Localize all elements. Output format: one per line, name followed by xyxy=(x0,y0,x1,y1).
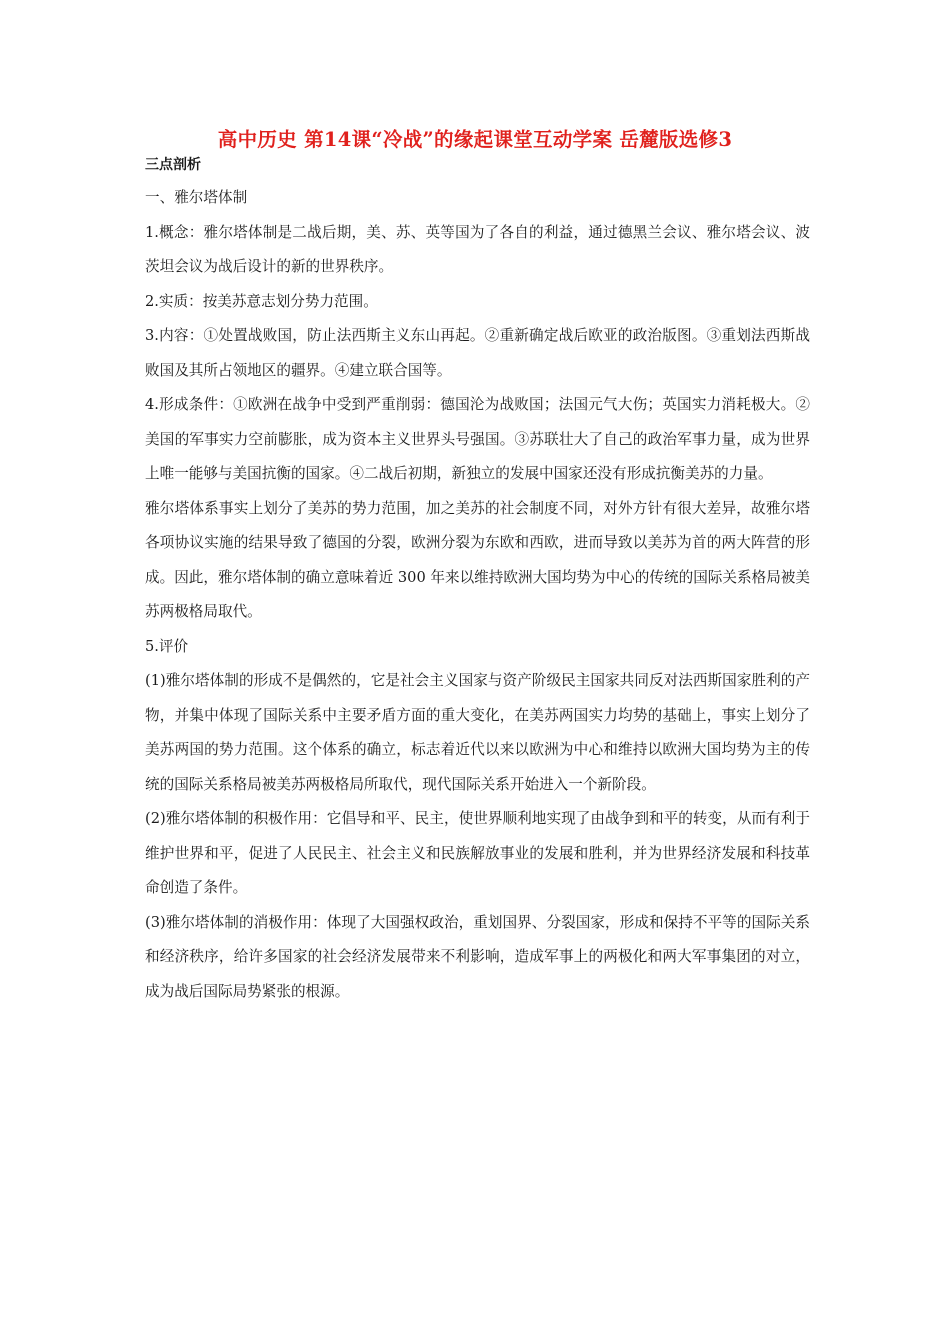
paragraph-conditions: 4.形成条件：①欧洲在战争中受到严重削弱：德国沦为战败国；法国元气大伤；英国实力消耗极大。②美国的军事实力空前膨胀，成为资本主义世界头号强国。③苏联壮大了自己的政治军事力量，成为世界上唯一能够与美国抗衡的国家。④二战后初期，新独立的发展中国家还没有形成抗衡美苏的力量。 xyxy=(145,396,810,482)
heading-yalta-system: 一、雅尔塔体制 xyxy=(145,189,248,206)
paragraph-concept: 1.概念：雅尔塔体制是二战后期，美、苏、英等国为了各自的利益，通过德黑兰会议、雅尔塔会议、波茨坦会议为战后设计的新的世界秩序。 xyxy=(145,223,810,275)
heading-evaluation: 5.评价 xyxy=(145,637,189,655)
section-heading: 三点剖析 xyxy=(145,157,201,173)
paragraph-essence: 2.实质：按美苏意志划分势力范围。 xyxy=(145,292,378,310)
document-body xyxy=(145,181,810,1009)
paragraph-evaluation-2: (2)雅尔塔体制的积极作用：它倡导和平、民主，使世界顺利地实现了由战争到和平的转变，从而有利于维护世界和平，促进了人民民主、社会主义和民族解放事业的发展和胜利，并为世界经济发展和科技革命创造了条件。 xyxy=(145,810,810,896)
paragraph-yalta-summary: 雅尔塔体系事实上划分了美苏的势力范围，加之美苏的社会制度不同，对外方针有很大差异，故雅尔塔各项协议实施的结果导致了德国的分裂，欧洲分裂为东欧和西欧，进而导致以美苏为首的两大阵营的形成。因此，雅尔塔体制的确立意味着近 300 年来以维持欧洲大国均势为中心的传统的国际关系格局被美苏两极格局取代。 xyxy=(145,499,810,620)
paragraph-content: 3.内容：①处置战败国，防止法西斯主义东山再起。②重新确定战后欧亚的政治版图。③重划法西斯战败国及其所占领地区的疆界。④建立联合国等。 xyxy=(145,327,810,379)
paragraph-evaluation-3: (3)雅尔塔体制的消极作用：体现了大国强权政治，重划国界、分裂国家，形成和保持不平等的国际关系和经济秩序，给许多国家的社会经济发展带来不利影响，造成军事上的两极化和两大军事集团的对立，成为战后国际局势紧张的根源。 xyxy=(145,913,810,1000)
document-title: 高中历史 第14课“冷战”的缘起课堂互动学案 岳麓版选修3 xyxy=(217,128,733,151)
paragraph-evaluation-1: (1)雅尔塔体制的形成不是偶然的，它是社会主义国家与资产阶级民主国家共同反对法西斯国家胜利的产物，并集中体现了国际关系中主要矛盾方面的重大变化，在美苏两国实力均势的基础上，事实上划分了美苏两国的势力范围。这个体系的确立，标志着近代以来以欧洲为中心和维持以欧洲大国均势为主的传统的国际关系格局被美苏两极格局所取代，现代国际关系开始进入一个新阶段。 xyxy=(145,672,810,793)
